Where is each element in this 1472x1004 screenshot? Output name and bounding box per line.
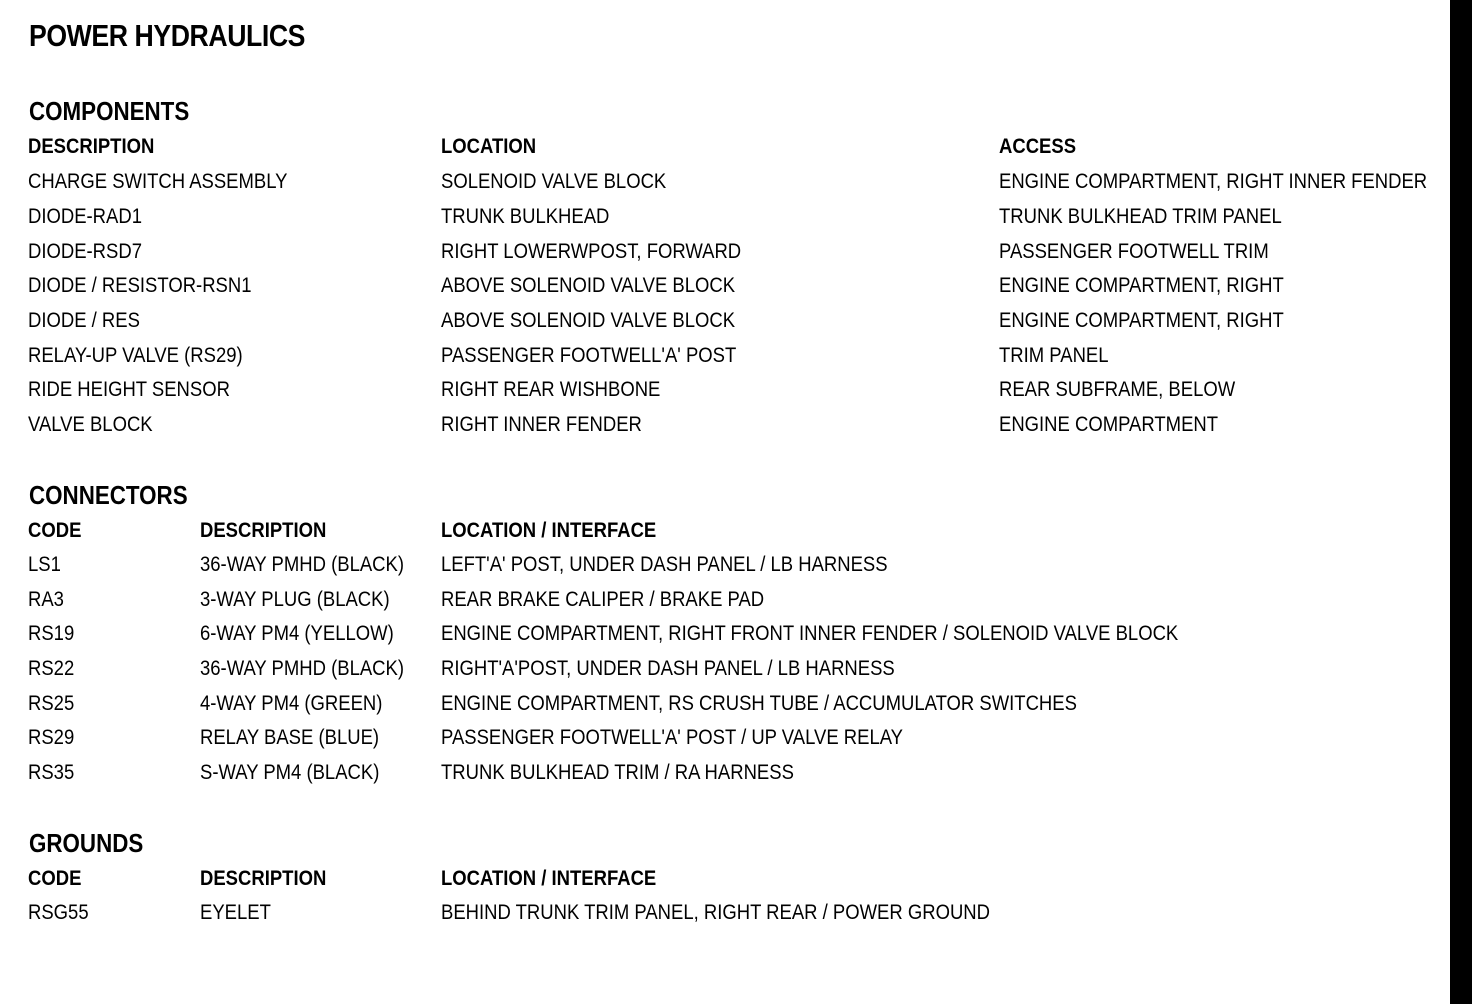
component-description: DIODE-RSD7 bbox=[28, 240, 142, 263]
component-description: RELAY-UP VALVE (RS29) bbox=[28, 344, 243, 367]
component-access: REAR SUBFRAME, BELOW bbox=[999, 378, 1236, 401]
connector-description: 6-WAY PM4 (YELLOW) bbox=[200, 622, 394, 645]
connector-description: 36-WAY PMHD (BLACK) bbox=[200, 657, 405, 680]
column-header: LOCATION bbox=[441, 135, 537, 158]
table-row bbox=[0, 309, 1450, 339]
component-location: TRUNK BULKHEAD bbox=[441, 205, 610, 228]
component-location: RIGHT LOWERWPOST, FORWARD bbox=[441, 240, 742, 263]
component-location: RIGHT INNER FENDER bbox=[441, 413, 642, 436]
table-row bbox=[0, 240, 1450, 270]
connectors-heading: CONNECTORS bbox=[29, 480, 188, 510]
column-header: ACCESS bbox=[999, 135, 1077, 158]
column-header: LOCATION / INTERFACE bbox=[441, 519, 657, 542]
component-access: PASSENGER FOOTWELL TRIM bbox=[999, 240, 1269, 263]
table-row bbox=[0, 622, 1450, 652]
connector-location: ENGINE COMPARTMENT, RIGHT FRONT INNER FENDER / SOLENOID VALVE BLOCK bbox=[441, 622, 1179, 645]
column-header: DESCRIPTION bbox=[200, 867, 327, 890]
connector-code: LS1 bbox=[28, 553, 61, 576]
component-description: DIODE-RAD1 bbox=[28, 205, 142, 228]
connector-code: RS22 bbox=[28, 657, 75, 680]
table-row bbox=[0, 274, 1450, 304]
connector-code: RS25 bbox=[28, 692, 75, 715]
component-description: DIODE / RES bbox=[28, 309, 140, 332]
table-row bbox=[0, 553, 1450, 583]
connector-description: S-WAY PM4 (BLACK) bbox=[200, 761, 380, 784]
connectors-header-row bbox=[0, 519, 1450, 549]
connector-code: RS29 bbox=[28, 726, 75, 749]
table-row bbox=[0, 588, 1450, 618]
table-row bbox=[0, 901, 1450, 931]
table-row bbox=[0, 692, 1450, 722]
column-header: CODE bbox=[28, 867, 82, 890]
connector-code: RA3 bbox=[28, 588, 64, 611]
connector-location: ENGINE COMPARTMENT, RS CRUSH TUBE / ACCUMULATOR SWITCHES bbox=[441, 692, 1077, 715]
ground-description: EYELET bbox=[200, 901, 271, 924]
component-location: ABOVE SOLENOID VALVE BLOCK bbox=[441, 274, 736, 297]
connector-code: RS35 bbox=[28, 761, 75, 784]
component-location: SOLENOID VALVE BLOCK bbox=[441, 170, 667, 193]
components-heading: COMPONENTS bbox=[29, 96, 190, 126]
connector-location: RIGHT'A'POST, UNDER DASH PANEL / LB HARNESS bbox=[441, 657, 895, 680]
table-row bbox=[0, 413, 1450, 443]
connector-location: TRUNK BULKHEAD TRIM / RA HARNESS bbox=[441, 761, 794, 784]
component-description: CHARGE SWITCH ASSEMBLY bbox=[28, 170, 288, 193]
column-header: CODE bbox=[28, 519, 82, 542]
table-row bbox=[0, 344, 1450, 374]
table-row bbox=[0, 726, 1450, 756]
component-location: ABOVE SOLENOID VALVE BLOCK bbox=[441, 309, 736, 332]
ground-code: RSG55 bbox=[28, 901, 89, 924]
components-header-row bbox=[0, 135, 1450, 165]
page-edge-bar bbox=[1450, 0, 1472, 1004]
table-row bbox=[0, 657, 1450, 687]
connector-description: RELAY BASE (BLUE) bbox=[200, 726, 380, 749]
connector-description: 3-WAY PLUG (BLACK) bbox=[200, 588, 390, 611]
table-row bbox=[0, 378, 1450, 408]
table-row bbox=[0, 205, 1450, 235]
component-location: RIGHT REAR WISHBONE bbox=[441, 378, 661, 401]
connector-location: LEFT'A' POST, UNDER DASH PANEL / LB HARNESS bbox=[441, 553, 888, 576]
component-access: ENGINE COMPARTMENT, RIGHT bbox=[999, 274, 1284, 297]
connector-code: RS19 bbox=[28, 622, 75, 645]
component-description: DIODE / RESISTOR-RSN1 bbox=[28, 274, 252, 297]
column-header: LOCATION / INTERFACE bbox=[441, 867, 657, 890]
connector-description: 4-WAY PM4 (GREEN) bbox=[200, 692, 383, 715]
component-access: TRUNK BULKHEAD TRIM PANEL bbox=[999, 205, 1282, 228]
page-title: POWER HYDRAULICS bbox=[29, 18, 306, 53]
component-description: RIDE HEIGHT SENSOR bbox=[28, 378, 230, 401]
column-header: DESCRIPTION bbox=[28, 135, 155, 158]
ground-location: BEHIND TRUNK TRIM PANEL, RIGHT REAR / POWER GROUND bbox=[441, 901, 990, 924]
component-access: ENGINE COMPARTMENT, RIGHT bbox=[999, 309, 1284, 332]
table-row bbox=[0, 761, 1450, 791]
component-access: ENGINE COMPARTMENT bbox=[999, 413, 1219, 436]
component-location: PASSENGER FOOTWELL'A' POST bbox=[441, 344, 737, 367]
grounds-heading: GROUNDS bbox=[29, 828, 144, 858]
component-description: VALVE BLOCK bbox=[28, 413, 153, 436]
table-row bbox=[0, 170, 1450, 200]
grounds-header-row bbox=[0, 867, 1450, 897]
component-access: TRIM PANEL bbox=[999, 344, 1109, 367]
column-header: DESCRIPTION bbox=[200, 519, 327, 542]
connector-location: REAR BRAKE CALIPER / BRAKE PAD bbox=[441, 588, 765, 611]
component-access: ENGINE COMPARTMENT, RIGHT INNER FENDER bbox=[999, 170, 1428, 193]
connector-location: PASSENGER FOOTWELL'A' POST / UP VALVE RELAY bbox=[441, 726, 904, 749]
connector-description: 36-WAY PMHD (BLACK) bbox=[200, 553, 405, 576]
